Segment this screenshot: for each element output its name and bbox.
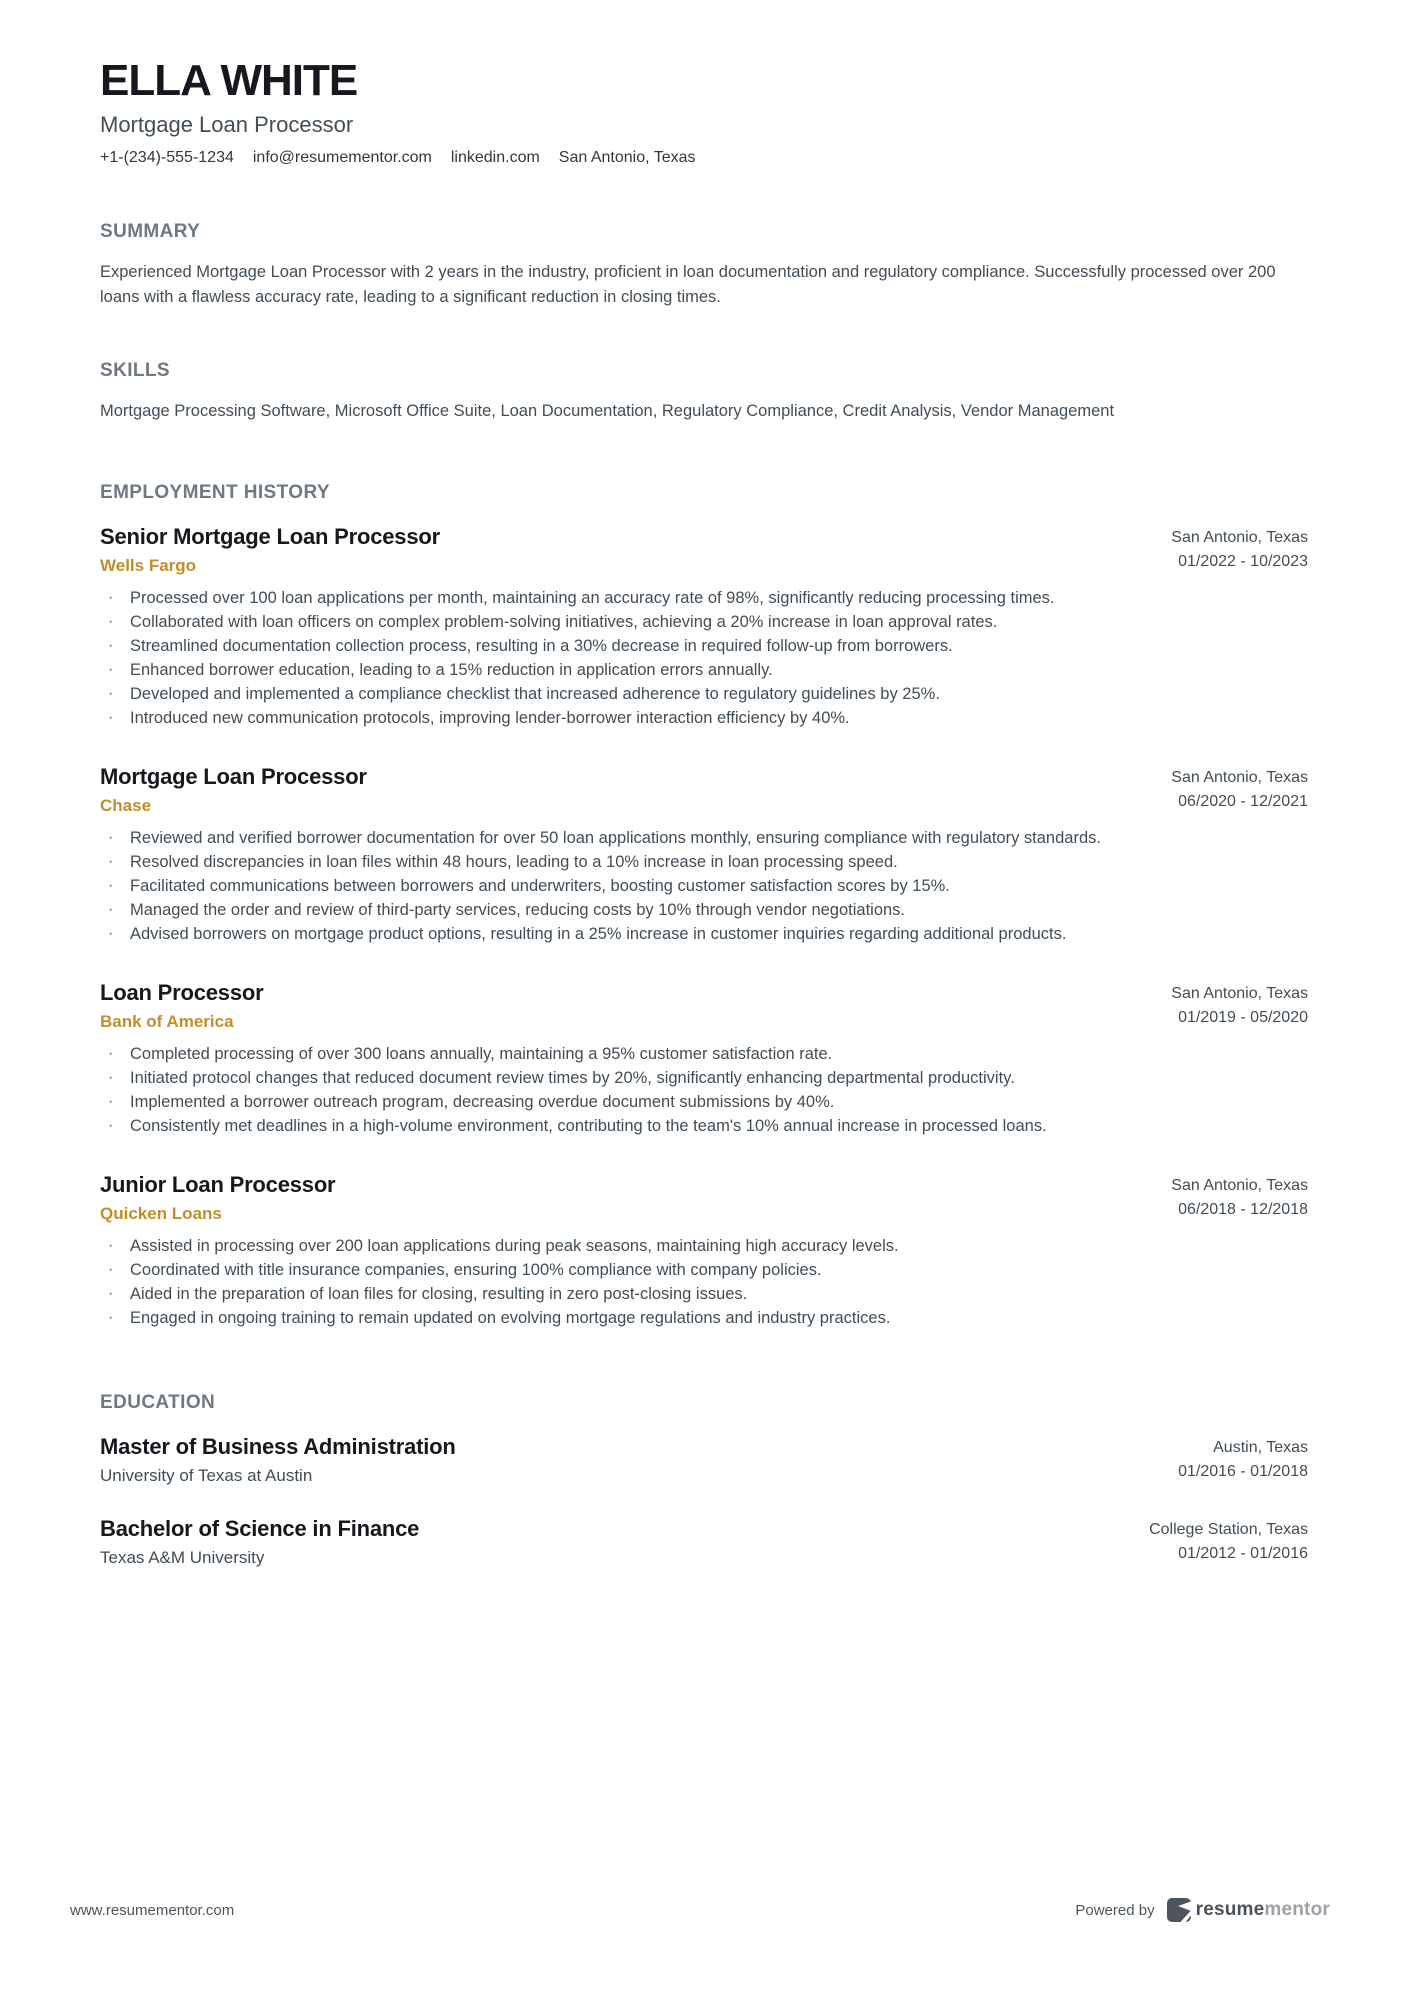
- job-meta: [1171, 524, 1308, 574]
- education-degree: Master of Business Administration: [100, 1433, 456, 1459]
- bullet-item: · Completed processing of over 300 loans annually, maintaining a 95% customer satisfaction rate.: [100, 1042, 1308, 1066]
- skills-text: Mortgage Processing Software, Microsoft Office Suite, Loan Documentation, Regulatory Compliance, Credit Analysis, Vendor Management: [100, 401, 1115, 420]
- education-header: [100, 1434, 1308, 1486]
- brand-text-resume: resume: [1195, 1899, 1265, 1920]
- job-title: Loan Processor: [100, 979, 264, 1005]
- job-dates: 06/2018 - 12/2018: [1178, 1200, 1308, 1218]
- bullet-item: · Consistently met deadlines in a high-volume environment, contributing to the team's 10% annual increase in processed loans.: [100, 1114, 1308, 1138]
- education-meta: [1178, 1434, 1308, 1484]
- job-header: [100, 524, 1308, 576]
- summary-heading: SUMMARY: [100, 220, 201, 242]
- bullet-item: · Enhanced borrower education, leading to a 15% reduction in application errors annually.: [100, 658, 1308, 682]
- bullet-item: · Initiated protocol changes that reduced document review times by 20%, significantly enhancing departmental productivity.: [100, 1066, 1308, 1090]
- section-employment: [100, 482, 1308, 1330]
- job-bullets: [100, 1234, 1308, 1330]
- bullet-item: · Reviewed and verified borrower documentation for over 50 loan applications monthly, ensuring compliance with regulatory standards.: [100, 826, 1308, 850]
- bullet-item: · Collaborated with loan officers on complex problem-solving initiatives, achieving a 20% increase in loan approval rates.: [100, 610, 1308, 634]
- job-bullets: [100, 1042, 1308, 1138]
- section-education: [100, 1392, 1308, 1568]
- bullet-item: · Managed the order and review of third-party services, reducing costs by 10% through vendor negotiations.: [100, 898, 1308, 922]
- section-skills: [100, 360, 1308, 424]
- bullet-item: · Coordinated with title insurance companies, ensuring 100% compliance with company policies.: [100, 1258, 1308, 1282]
- skills-heading: SKILLS: [100, 359, 170, 381]
- bullet-item: · Advised borrowers on mortgage product options, resulting in a 25% increase in customer inquiries regarding additional products.: [100, 922, 1308, 946]
- job-company: Chase: [100, 795, 152, 815]
- job-entry: [100, 524, 1308, 730]
- resumementor-logo-icon: [1167, 1898, 1191, 1922]
- education-location: Austin, Texas: [1213, 1438, 1308, 1456]
- bullet-item: · Introduced new communication protocols, improving lender-borrower interaction efficiency by 40%.: [100, 706, 1308, 730]
- section-summary: [100, 221, 1308, 310]
- job-company: Wells Fargo: [100, 555, 197, 575]
- powered-by: [1075, 1898, 1330, 1922]
- job-company: Bank of America: [100, 1011, 234, 1031]
- job-dates: 01/2022 - 10/2023: [1178, 552, 1308, 570]
- bullet-item: · Processed over 100 loan applications per month, maintaining an accuracy rate of 98%, significantly reducing processing times.: [100, 586, 1308, 610]
- job-entry: [100, 764, 1308, 946]
- education-location: College Station, Texas: [1149, 1520, 1308, 1538]
- job-meta: [1171, 1172, 1308, 1222]
- job-title: Mortgage Loan Processor: [100, 763, 367, 789]
- job-title: Senior Mortgage Loan Processor: [100, 523, 440, 549]
- person-role: Mortgage Loan Processor: [100, 111, 354, 137]
- job-header: [100, 1172, 1308, 1224]
- education-dates: 01/2016 - 01/2018: [1178, 1462, 1308, 1480]
- job-entry: [100, 1172, 1308, 1330]
- bullet-item: · Streamlined documentation collection process, resulting in a 30% decrease in required follow-up from borrowers.: [100, 634, 1308, 658]
- resume-header: [100, 56, 1308, 167]
- bullet-item: · Assisted in processing over 200 loan applications during peak seasons, maintaining high accuracy levels.: [100, 1234, 1308, 1258]
- education-entry: [100, 1434, 1308, 1486]
- contact-email[interactable]: info@resumementor.com: [252, 148, 432, 166]
- job-entry: [100, 980, 1308, 1138]
- contact-location: San Antonio, Texas: [558, 148, 696, 166]
- resumementor-logo[interactable]: [1167, 1898, 1330, 1922]
- footer-website-link[interactable]: www.resumementor.com: [70, 1901, 235, 1919]
- job-location: San Antonio, Texas: [1171, 528, 1308, 546]
- education-dates: 01/2012 - 01/2016: [1178, 1544, 1308, 1562]
- bullet-item: · Engaged in ongoing training to remain updated on evolving mortgage regulations and industry practices.: [100, 1306, 1308, 1330]
- contact-row: [100, 149, 1308, 167]
- bullet-item: · Resolved discrepancies in loan files within 48 hours, leading to a 10% increase in loan processing speed.: [100, 850, 1308, 874]
- job-bullets: [100, 586, 1308, 730]
- employment-heading: EMPLOYMENT HISTORY: [100, 481, 330, 503]
- education-entry: [100, 1516, 1308, 1568]
- bullet-item: · Facilitated communications between borrowers and underwriters, boosting customer satisfaction scores by 15%.: [100, 874, 1308, 898]
- bullet-item: · Aided in the preparation of loan files for closing, resulting in zero post-closing issues.: [100, 1282, 1308, 1306]
- person-name: ELLA WHITE: [100, 56, 358, 105]
- job-meta: [1171, 980, 1308, 1030]
- job-location: San Antonio, Texas: [1171, 984, 1308, 1002]
- education-degree: Bachelor of Science in Finance: [100, 1515, 420, 1541]
- job-dates: 01/2019 - 05/2020: [1178, 1008, 1308, 1026]
- contact-linkedin[interactable]: linkedin.com: [450, 148, 540, 166]
- job-header: [100, 764, 1308, 816]
- education-heading: EDUCATION: [100, 1391, 216, 1413]
- job-company: Quicken Loans: [100, 1203, 222, 1223]
- page-footer: [70, 1898, 1330, 1922]
- job-title: Junior Loan Processor: [100, 1171, 336, 1197]
- education-school: Texas A&M University: [100, 1547, 265, 1567]
- education-school: University of Texas at Austin: [100, 1465, 313, 1485]
- job-location: San Antonio, Texas: [1171, 768, 1308, 786]
- education-meta: [1149, 1516, 1308, 1566]
- job-dates: 06/2020 - 12/2021: [1178, 792, 1308, 810]
- education-header: [100, 1516, 1308, 1568]
- job-location: San Antonio, Texas: [1171, 1176, 1308, 1194]
- bullet-item: · Developed and implemented a compliance checklist that increased adherence to regulatory guidelines by 25%.: [100, 682, 1308, 706]
- job-meta: [1171, 764, 1308, 814]
- brand-text-mentor: mentor: [1264, 1899, 1330, 1920]
- job-bullets: [100, 826, 1308, 946]
- contact-phone[interactable]: +1-(234)-555-1234: [100, 148, 234, 166]
- summary-text: Experienced Mortgage Loan Processor with 2 years in the industry, proficient in loan documentation and regulatory compliance. Successfully processed over 200 loans with a flawless accuracy rate, leading to a significant reduction in closing times.: [100, 262, 1276, 306]
- job-header: [100, 980, 1308, 1032]
- powered-by-label: Powered by: [1075, 1901, 1155, 1919]
- bullet-item: · Implemented a borrower outreach program, decreasing overdue document submissions by 40%.: [100, 1090, 1308, 1114]
